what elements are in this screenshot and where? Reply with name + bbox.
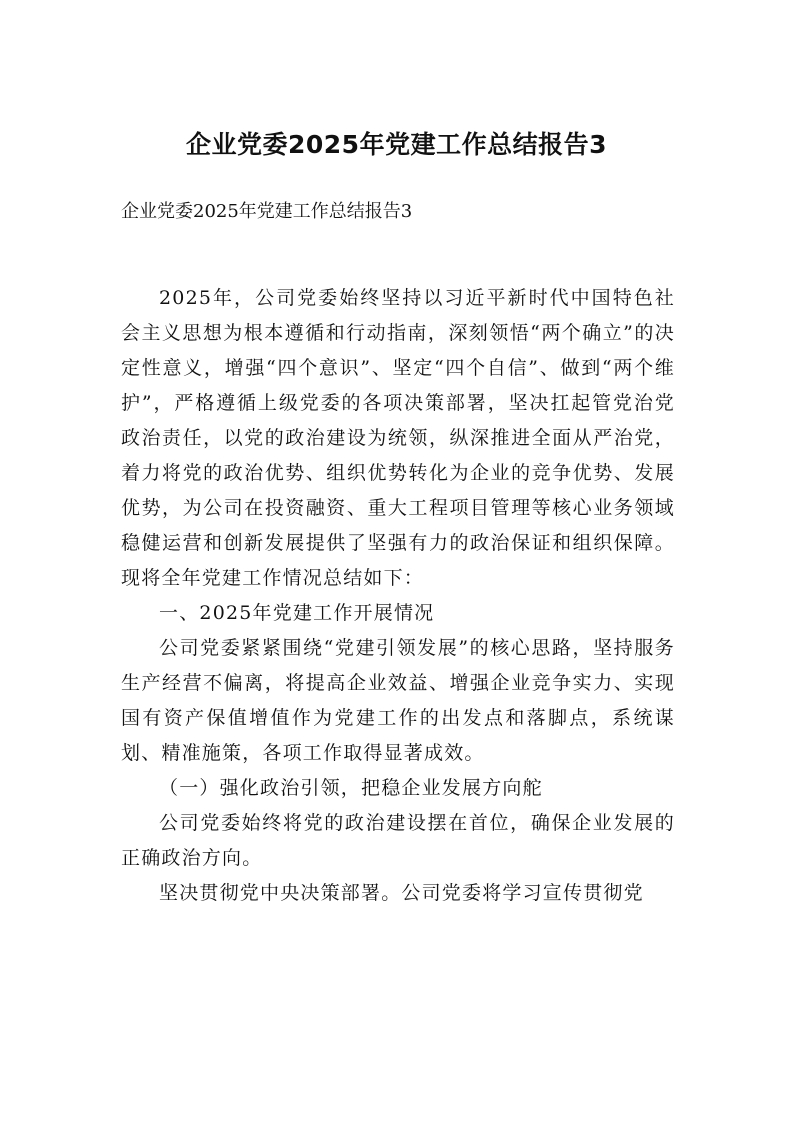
document-subtitle: 企业党委2025年党建工作总结报告3 (121, 201, 413, 222)
document-title: 企业党委2025年党建工作总结报告3 (186, 130, 607, 159)
subsection-1-paragraph-2: 坚决贯彻党中央决策部署。公司党委将学习宣传贯彻党 (159, 882, 644, 904)
document-body (121, 281, 675, 911)
subsection-heading-1: （一）强化政治引领，把稳企业发展方向舵 (159, 777, 543, 799)
intro-paragraph: 2025年，公司党委始终坚持以习近平新时代中国特色社会主义思想为根本遵循和行动指南，深刻领悟“两个确立”的决定性意义，增强“四个意识”、坚定“四个自信”、做到“两个维护”，严格遵循上级党委的各项决策部署，坚决扛起管党治党政治责任，以党的政治建设为统领，纵深推进全面从严治党，着力将党的政治优势、组织优势转化为企业的竞争优势、发展优势，为公司在投资融资、重大工程项目管理等核心业务领域稳健运营和创新发展提供了坚强有力的政治保证和组织保障。现将全年党建工作情况总结如下： (121, 287, 675, 589)
section-heading-1: 一、2025年党建工作开展情况 (159, 602, 435, 624)
section-1-paragraph: 公司党委紧紧围绕“党建引领发展”的核心思路，坚持服务生产经营不偏离，将提高企业效益、增强企业竞争实力、实现国有资产保值增值作为党建工作的出发点和落脚点，系统谋划、精准施策，各项工作取得显著成效。 (121, 637, 675, 764)
subsection-1-paragraph: 公司党委始终将党的政治建设摆在首位，确保企业发展的正确政治方向。 (121, 812, 675, 869)
